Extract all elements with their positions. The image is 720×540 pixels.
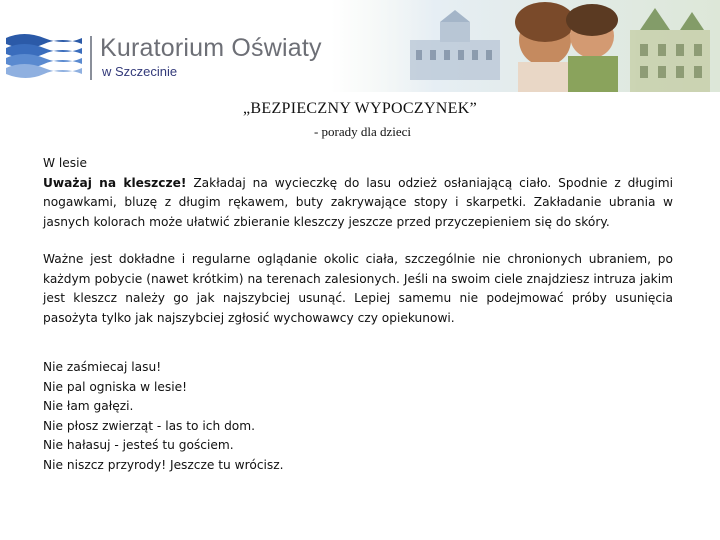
- paragraph-inspection: Ważne jest dokładne i regularne oglądanie okolic ciała, szczególnie nie chronionych ubraniem, po każdym pobycie (nawet krótkim) na terenach zalesionych. Jeśli na swoim ciele znajdziesz intruza jakim jest kleszcz należy go jak najszybciej usunąć. Lepiej samemu nie podejmować próby usunięcia pasożyta tylko jak najszybciej zgłosić wychowawcy czy opiekunowi.: [43, 252, 673, 325]
- paragraph-ticks: [43, 174, 673, 233]
- list-item: Nie hałasuj - jesteś tu gościem.: [43, 438, 234, 452]
- paragraph-ticks-text: Zakładaj na wycieczkę do lasu odzież osłaniającą ciało. Spodnie z długimi nogawkami, bluzę z długim rękawem, buty zakrywające stopy i skarpetki. Zakładanie ubrania w jasnych kolorach może ułatwić zbieranie kleszczy jeszcze przed przyczepieniem się do skóry.: [43, 175, 673, 229]
- list-item: Nie płosz zwierząt - las to ich dom.: [43, 418, 256, 433]
- logo-title: Kuratorium Oświaty: [100, 34, 322, 62]
- building-and-students-photo-icon: [340, 0, 720, 92]
- section-heading: W lesie: [43, 156, 88, 170]
- paragraph-ticks-lead: Uważaj na kleszcze!: [43, 175, 187, 190]
- list-item: Nie pal ogniska w lesie!: [43, 379, 188, 394]
- document-subtitle: - porady dla dzieci: [313, 124, 412, 139]
- document-body: [43, 154, 673, 475]
- kuratorium-logo-icon: [4, 28, 84, 80]
- logo-subtitle: w Szczecinie: [102, 64, 178, 79]
- list-item: Nie zaśmiecaj lasu!: [43, 360, 162, 374]
- list-item: Nie łam gałęzi.: [43, 399, 134, 413]
- rules-list: [43, 358, 673, 475]
- document-title: „BEZPIECZNY WYPOCZYNEK”: [243, 100, 477, 117]
- list-item: Nie niszcz przyrody! Jeszcze tu wrócisz.: [43, 457, 284, 472]
- logo-divider: [90, 36, 92, 80]
- page-header: [0, 0, 720, 92]
